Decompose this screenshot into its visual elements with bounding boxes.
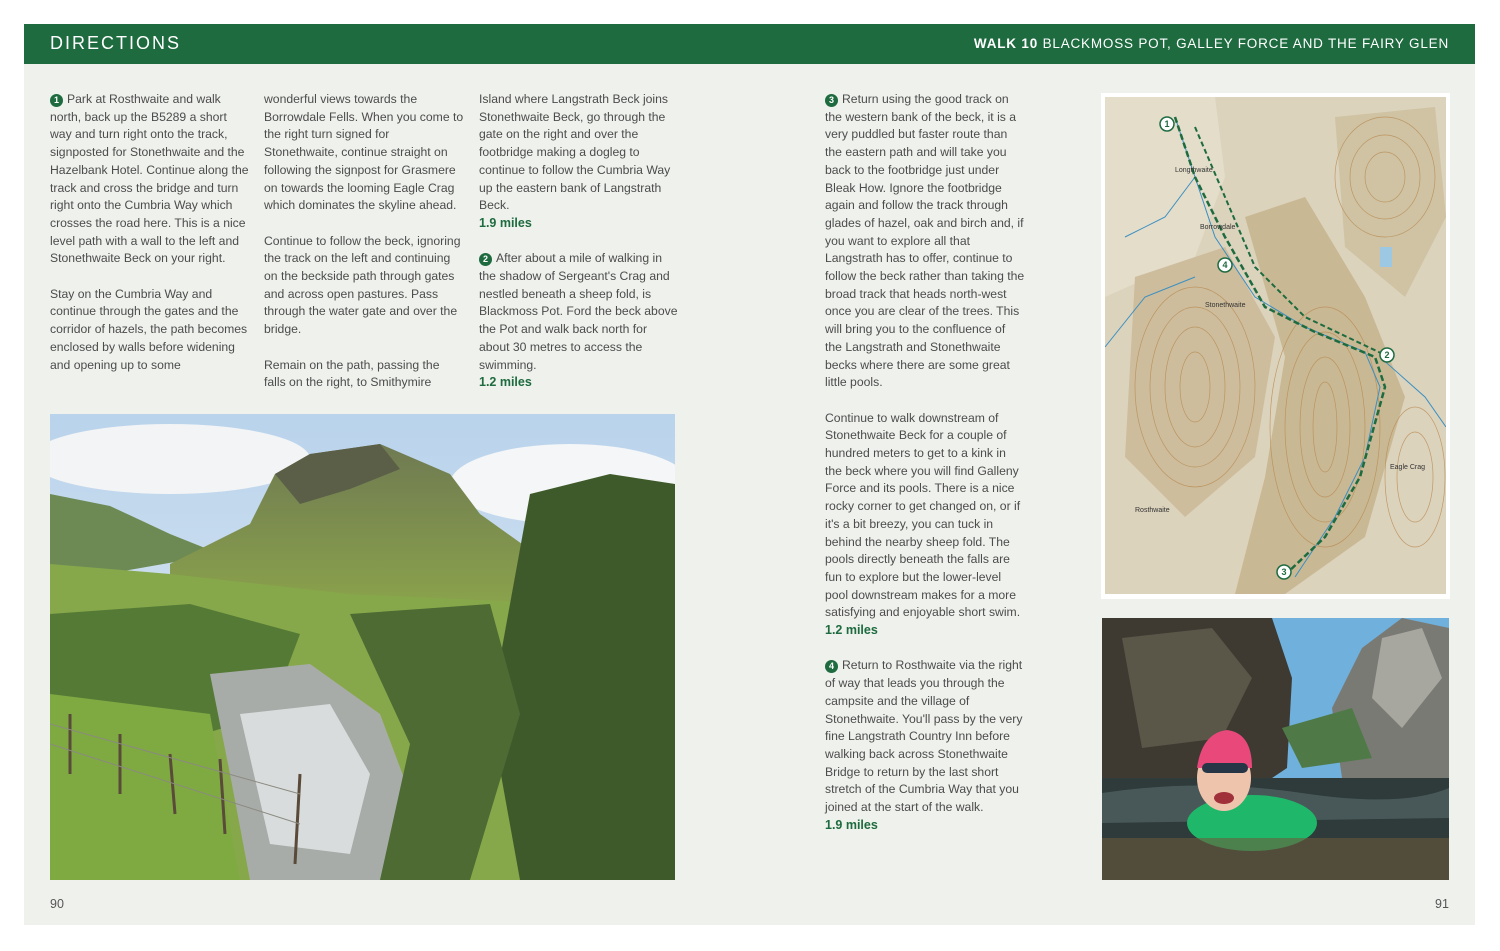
map-label: Stonethwaite <box>1205 302 1246 309</box>
step-1-text: Park at Rosthwaite and walk north, back up the B5289 a short way and turn right onto the track, signposted for Stonethwaite and the Hazelbank Hotel. Continue along the track and cross the bridge and turn right onto the Cumbria Way which crosses the road here. This is a nice level path with a wall to the left and Stonethwaite Beck on your right. <box>50 92 249 266</box>
text-column-4 <box>825 91 1025 852</box>
step-2-marker: 2 <box>479 253 492 266</box>
step-3-paragraph <box>825 91 1025 392</box>
section-title: DIRECTIONS <box>50 33 182 53</box>
map-label: Longthwaite <box>1175 167 1213 174</box>
map-label: Eagle Crag <box>1390 464 1426 471</box>
route-map-frame <box>1101 93 1450 599</box>
step-2-text: After about a mile of walking in the shadow of Sergeant's Crag and nestled beneath a sheep fold, is Blackmoss Pot. Ford the beck above the Pot and walk back north for about 30 metres to access the swimming. <box>479 251 678 372</box>
map-label: Rosthwaite <box>1135 507 1170 514</box>
landscape-photo <box>50 414 675 880</box>
paragraph: Island where Langstrath Beck joins Stonethwaite Beck, go through the gate on the right and over the footbridge making a dogleg to continue to follow the Cumbria Way up the eastern bank of Langstrath Beck. <box>479 92 671 213</box>
text-column-3 <box>479 91 679 410</box>
step-1-marker: 1 <box>50 94 63 107</box>
landscape-illustration <box>50 414 675 880</box>
header-banner <box>24 24 1475 64</box>
step-1-paragraph <box>50 91 250 268</box>
distance-label: 1.2 miles <box>825 623 878 638</box>
distance-label: 1.9 miles <box>479 215 532 230</box>
route-map <box>1105 97 1446 594</box>
paragraph: wonderful views towards the Borrowdale Fells. When you come to the right turn signed for Stonethwaite, continue straight on following the signpost for Grasmere on towards the looming Eagle Crag which dominates the skyline ahead. <box>264 92 464 213</box>
walk-heading <box>974 36 1449 51</box>
step-2-paragraph <box>479 250 679 374</box>
paragraph: Remain on the path, passing the falls on the right, to Smithymire <box>264 357 440 390</box>
page-number-left: 90 <box>50 897 64 911</box>
step-4-paragraph <box>825 657 1025 816</box>
walk-label: WALK 10 <box>973 36 1039 51</box>
map-marker-2: 2 <box>1384 350 1390 360</box>
step-3-marker: 3 <box>825 94 838 107</box>
distance-label: 1.9 miles <box>825 817 878 832</box>
paragraph: Stay on the Cumbria Way and continue through the gates and the corridor of hazels, the path becomes enclosed by walls before widening and opening up to some <box>50 286 248 372</box>
text-column-1 <box>50 91 250 374</box>
page-number-right: 91 <box>1435 897 1449 911</box>
swimmer-illustration <box>1102 618 1449 880</box>
swimmer-photo <box>1102 618 1449 880</box>
topographic-map <box>1105 97 1446 594</box>
step-4-marker: 4 <box>825 660 838 673</box>
paragraph: Continue to follow the beck, ignoring the track on the left and continuing on the beckside path through gates and across open pastures. Pass through the water gate and over the bridge. <box>264 233 461 337</box>
book-spread <box>24 24 1475 925</box>
step-3-text: Return using the good track on the western bank of the beck, it is a very puddled but faster route than the eastern path and will take you back to the footbridge just under Bleak How. Ignore the footbridge again and follow the track through glades of hazel, oak and birch and, if you want to explore all that Langstrath has to offer, continue to follow the beck rather than taking the broad track that heads north-west once you are clear of the trees. This will bring you to the confluence of the Langstrath and Stonethwaite becks where there are some great little pools. <box>825 92 1025 390</box>
paragraph: Continue to walk downstream of Stonethwaite Beck for a couple of hundred meters to get to a kink in the beck where you will find Galleny Force and its pools. There is a nice rocky corner to get changed on, or if it's a bit breezy, you can tuck in behind the nearby sheep fold. The pools directly beneath the falls are fun to explore but the lower-level pool downstream makes for a more satisfying and enjoyable short swim. <box>825 410 1021 620</box>
map-marker-4: 4 <box>1222 260 1228 270</box>
map-marker-1: 1 <box>1164 119 1170 129</box>
walk-title: BLACKMOSS POT, GALLEY FORCE AND THE FAIRY GLEN <box>1042 36 1449 51</box>
text-column-2 <box>264 91 464 392</box>
distance-label: 1.2 miles <box>479 375 532 390</box>
step-4-text: Return to Rosthwaite via the right of way that leads you through the campsite and the village of Stonethwaite. You'll pass by the very fine Langstrath Country Inn before walking back across Stonethwaite Bridge to return by the last short stretch of the Cumbria Way that you joined at the start of the walk. <box>825 658 1023 815</box>
map-marker-3: 3 <box>1281 567 1287 577</box>
map-label: Borrowdale <box>1200 224 1236 231</box>
